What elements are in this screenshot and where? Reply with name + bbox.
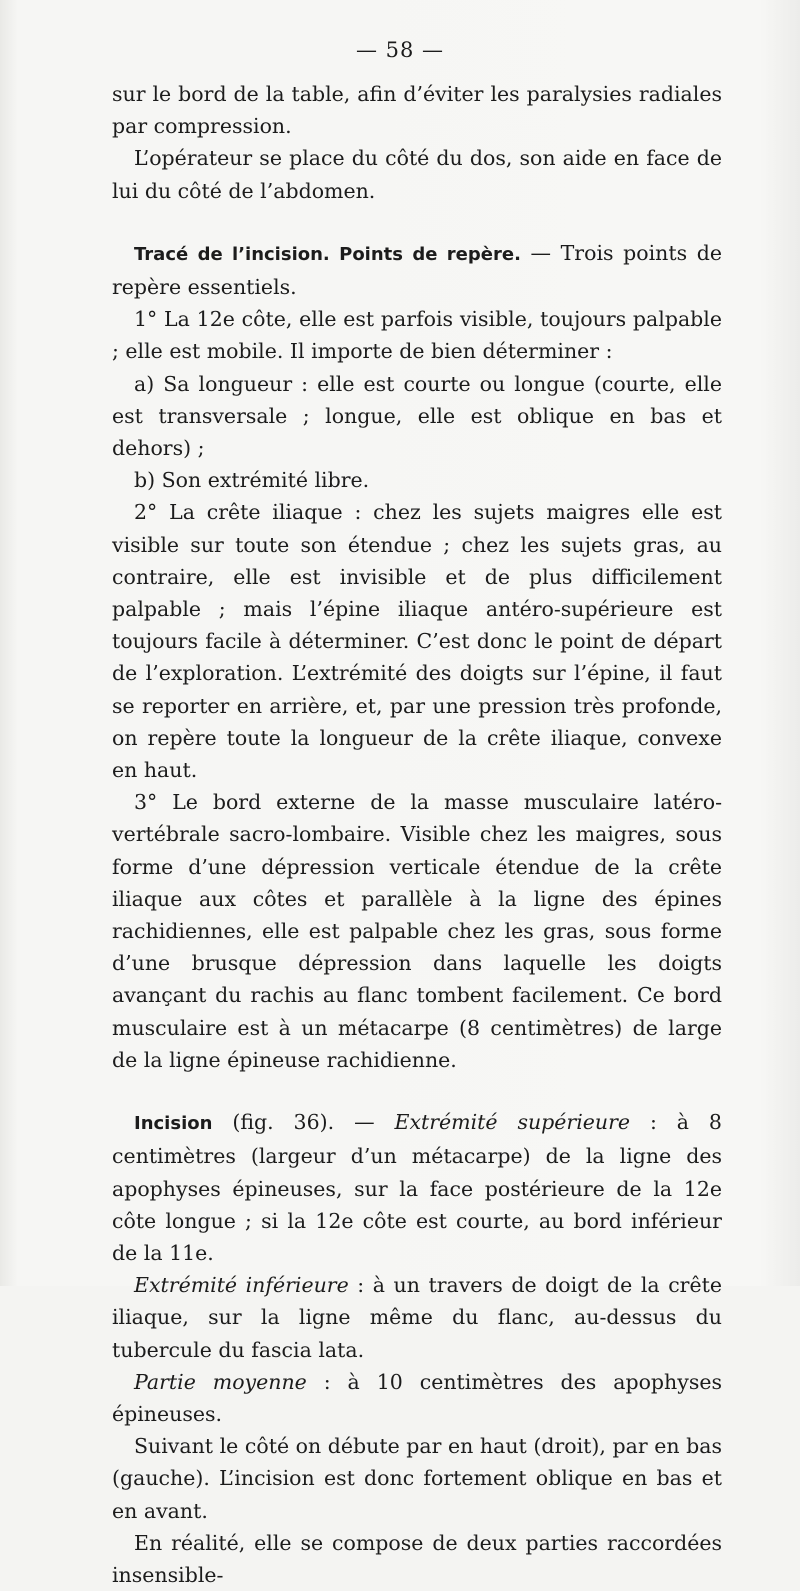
body-text <box>112 78 722 1591</box>
paragraph-text: sur le bord de la table, afin d’éviter les paralysies radiales par compression. <box>112 82 722 139</box>
paragraph <box>112 1430 722 1527</box>
italic-term: Extrémité supérieure <box>394 1110 631 1135</box>
paragraph <box>112 496 722 786</box>
paragraph <box>112 142 722 206</box>
paragraph-text: : à 10 centimètres des apophyses épineuses. <box>112 1369 722 1426</box>
paragraph-text: a) Sa longueur : elle est courte ou longue (courte, elle est transversale ; longue, elle est oblique en bas et dehors) ; <box>112 371 722 461</box>
paragraph <box>112 1527 722 1591</box>
paragraph-text: b) Son extrémité libre. <box>134 468 370 493</box>
paragraph-text: — Trois points de repère essentiels. <box>112 240 722 300</box>
italic-term: Extrémité inférieure <box>134 1273 349 1298</box>
paragraph <box>112 303 722 367</box>
page-number: — 58 — <box>355 38 445 62</box>
paragraph-text: En réalité, elle se compose de deux parties raccordées insensible- <box>112 1530 722 1587</box>
paragraph-text: L’opérateur se place du côté du dos, son aide en face de lui du côté de l’abdomen. <box>112 146 722 203</box>
paragraph-text: Suivant le côté on débute par en haut (droit), par en bas (gauche). L’incision est donc fortement oblique en bas et en avant. <box>112 1434 722 1523</box>
paragraph-text: (fig. 36). — <box>212 1110 395 1135</box>
paragraph <box>112 786 722 1076</box>
paragraph <box>112 237 722 303</box>
paragraph <box>112 78 722 142</box>
paragraph-text: 2° La crête iliaque : chez les sujets maigres elle est visible sur toute son étendue ; chez les sujets gras, au contraire, elle est invisible et de plus difficilement palpable ; mais l’épine iliaque antéro-supérieure est toujours facile à déterminer. C’est donc le point de départ de l’exploration. L’extrémité des doigts sur l’épine, il faut se reporter en arrière, et, par une pression très profonde, on repère toute la longueur de la crête iliaque, convexe en haut. <box>112 500 722 783</box>
paragraph <box>112 1106 722 1269</box>
section-gap <box>112 207 722 237</box>
paragraph-text: : à 8 centimètres (largeur d’un métacarpe) de la ligne des apophyses épineuses, sur la face postérieure de la 12e côte longue ; si la 12e côte est courte, au bord inférieur de la 11e. <box>112 1110 722 1265</box>
paragraph <box>112 464 722 496</box>
section-gap <box>112 1076 722 1106</box>
paragraph-text: 3° Le bord externe de la masse musculaire latéro-vertébrale sacro-lombaire. Visible chez les maigres, sous forme d’une dépression verticale étendue de la crête iliaque aux côtes et parallèle à la ligne des épines rachidiennes, elle est palpable chez les gras, sous forme d’une brusque dépression dans laquelle les doigts avançant du rachis au flanc tombent facilement. Ce bord musculaire est à un métacarpe (8 centimètres) de large de la ligne épineuse rachidienne. <box>112 790 722 1072</box>
section-heading: Incision <box>134 1113 213 1135</box>
paragraph-text: 1° La 12e côte, elle est parfois visible, toujours palpable ; elle est mobile. Il importe de bien déterminer : <box>112 307 722 364</box>
section-heading: Tracé de l’incision. Points de repère. <box>134 243 521 265</box>
paragraph <box>112 1269 722 1366</box>
paragraph <box>112 1366 722 1430</box>
italic-term: Partie moyenne <box>134 1369 307 1394</box>
paragraph <box>112 368 722 465</box>
paragraph-text: : à un travers de doigt de la crête iliaque, sur la ligne même du flanc, au-dessus du tubercule du fascia lata. <box>112 1273 722 1362</box>
